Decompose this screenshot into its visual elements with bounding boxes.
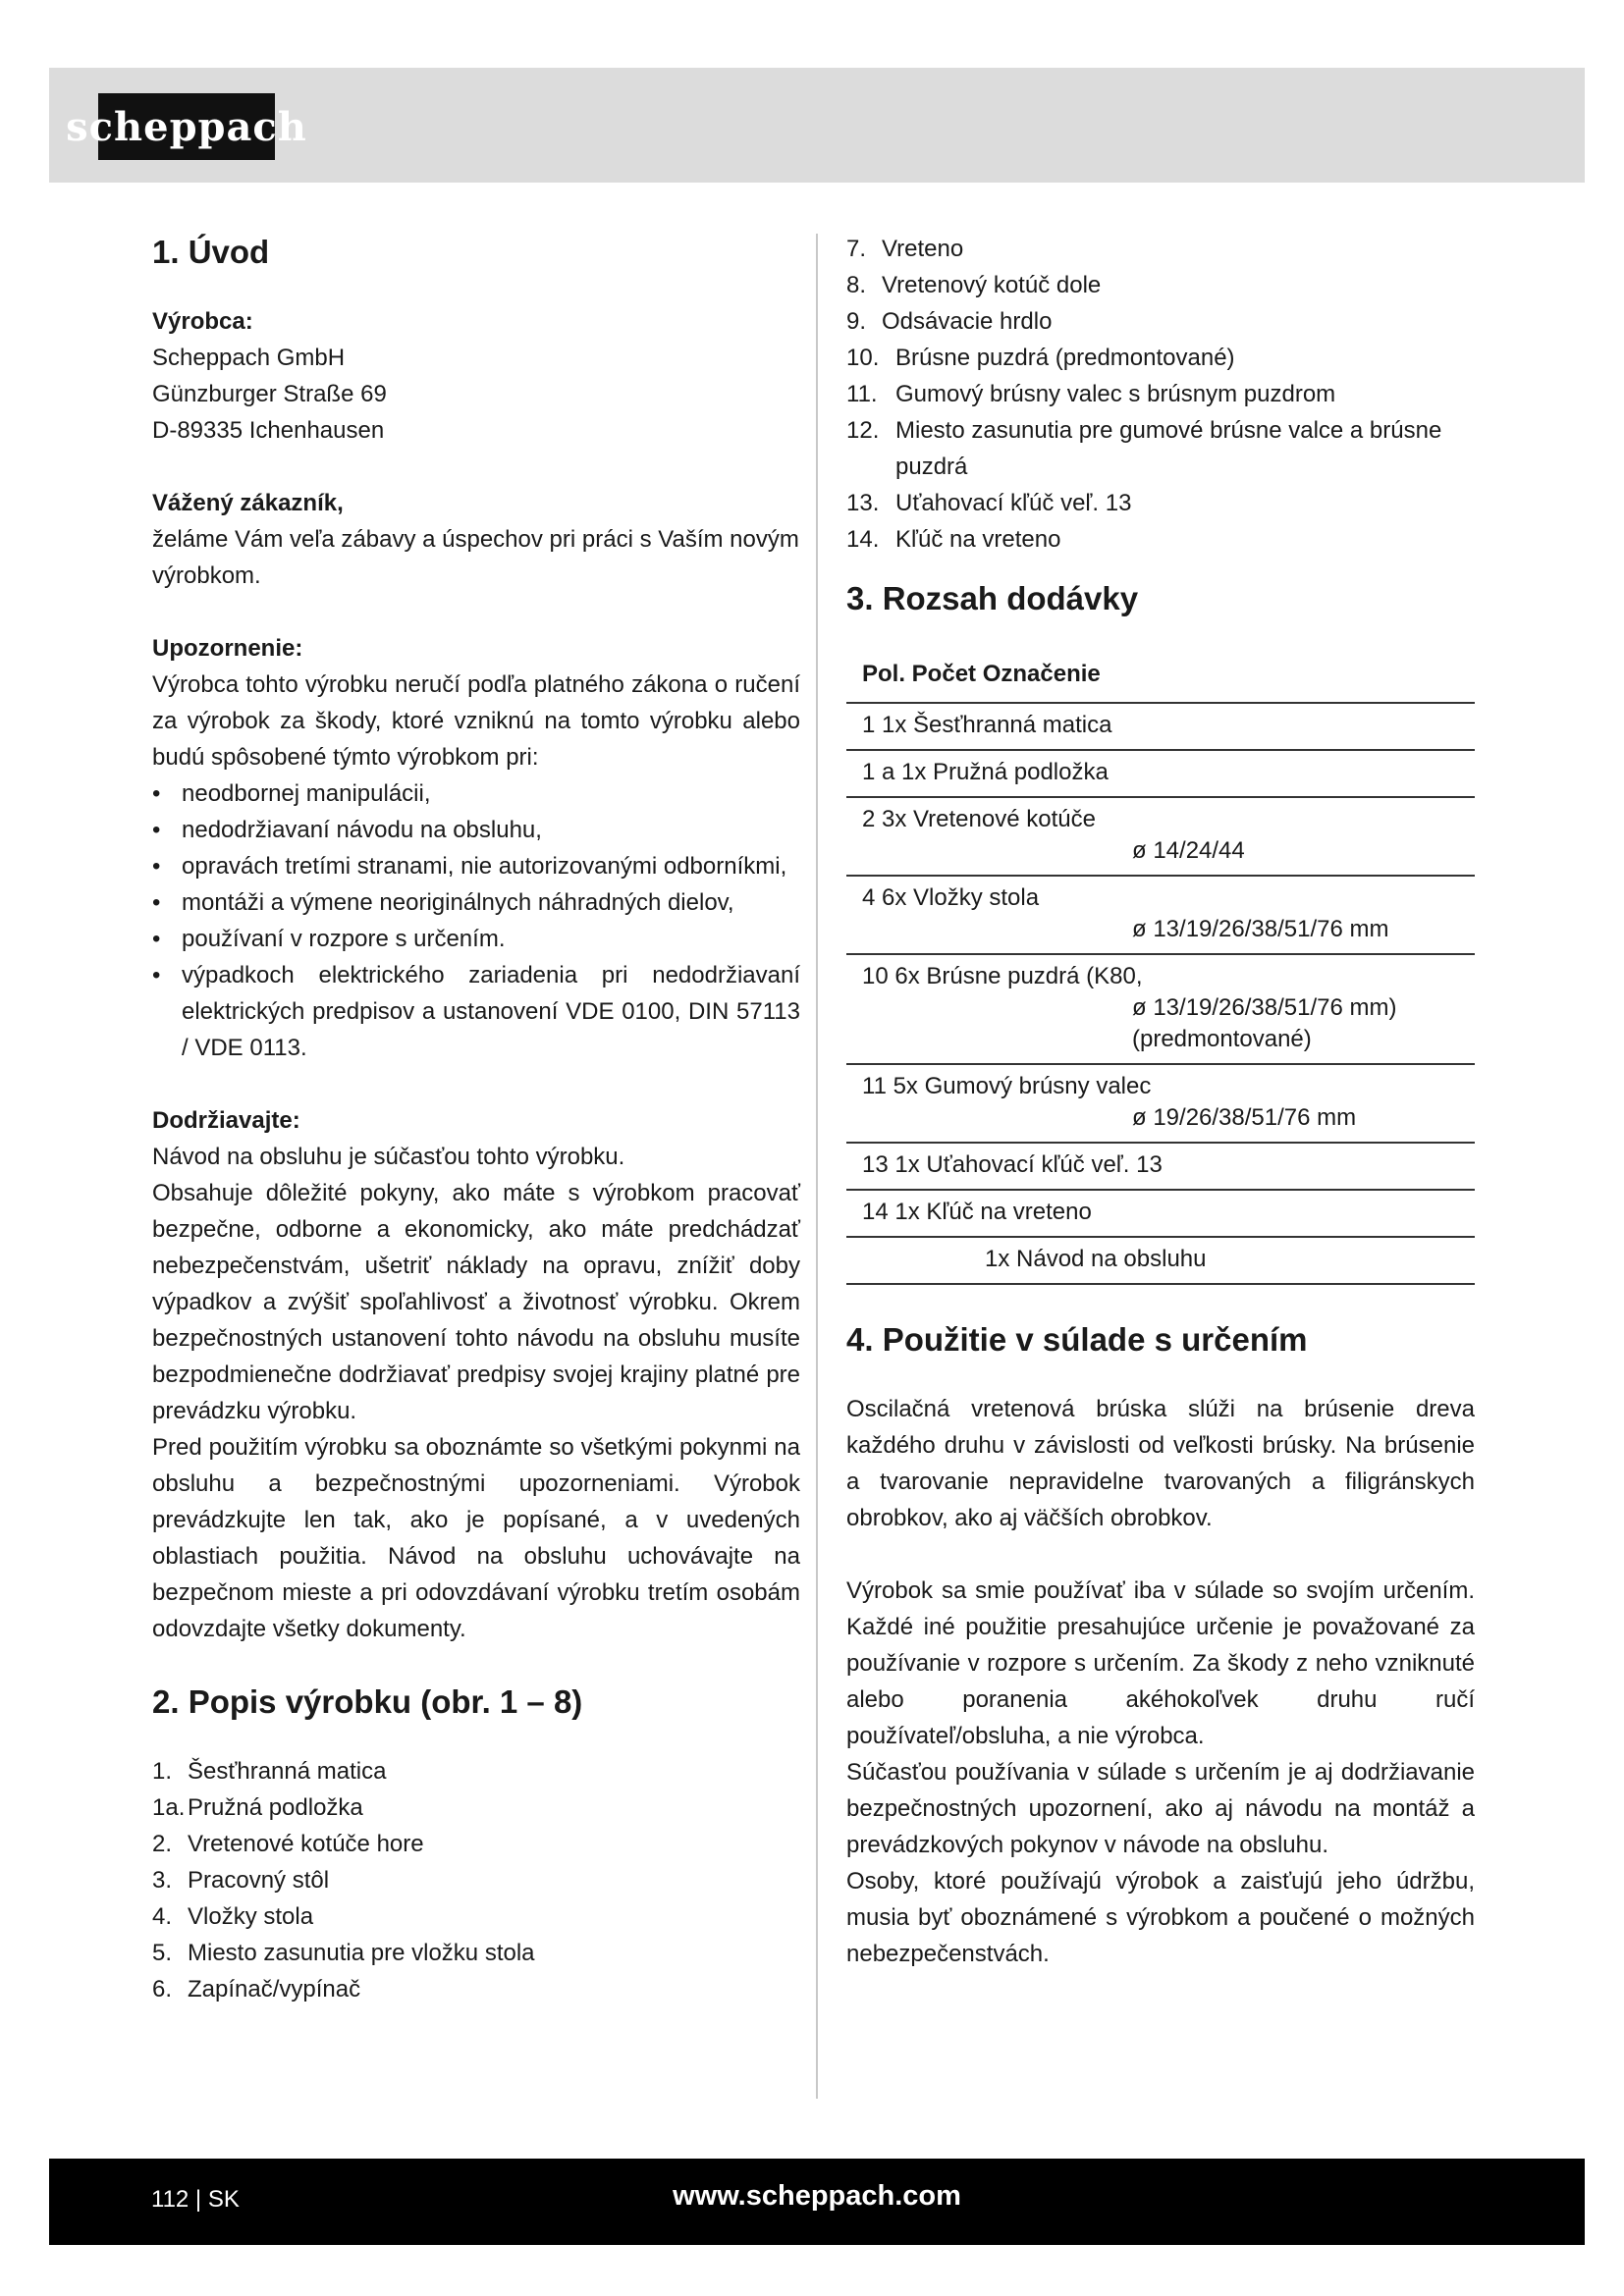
list-item: 4. Vložky stola xyxy=(152,1903,314,1930)
list-item: 3. Pracovný stôl xyxy=(152,1867,330,1894)
manufacturer-label: Výrobca: xyxy=(152,308,253,335)
section2-heading: 2. Popis výrobku (obr. 1 – 8) xyxy=(152,1683,583,1720)
customer-label: Vážený zákazník, xyxy=(152,490,344,516)
table-row: 14 1x Kľúč na vreteno xyxy=(846,1191,1475,1238)
list-item: 1. Šesťhranná matica xyxy=(152,1758,387,1785)
right-column xyxy=(846,231,1475,1972)
page-footer xyxy=(49,2159,1585,2245)
product-parts-list-cont xyxy=(846,231,1475,558)
website-link[interactable]: www.scheppach.com xyxy=(673,2180,961,2212)
list-item: • neodbornej manipulácii, xyxy=(152,775,800,812)
table-row: 4 6x Vložky stola ø 13/19/26/38/51/76 mm xyxy=(846,877,1475,955)
table-row: 2 3x Vretenové kotúče ø 14/24/44 xyxy=(846,798,1475,877)
section3-heading: 3. Rozsah dodávky xyxy=(846,580,1139,616)
list-item: 5. Miesto zasunutia pre vložku stola xyxy=(152,1940,535,1966)
list-item: 10. Brúsne puzdrá (predmontované) xyxy=(846,345,1235,371)
list-item: 8. Vretenový kotúč dole xyxy=(846,272,1102,298)
list-item: 11. Gumový brúsny valec s brúsnym puzdrom xyxy=(846,381,1336,407)
product-parts-list xyxy=(152,1753,800,2007)
page-number: 112 | SK xyxy=(151,2186,240,2213)
manufacturer-line: Günzburger Straße 69 xyxy=(152,381,387,407)
list-item: 14. Kľúč na vreteno xyxy=(846,526,1061,553)
usage-paragraph: Oscilačná vretenová brúska slúži na brúsenie dreva každého druhu v závislosti od veľkosti brúsky. Na brúsenie a tvarovanie nepravidelne tvarovaných a filigránskych obrobkov, ako aj väčších obrobkov. xyxy=(846,1396,1475,1531)
customer-text: želáme Vám veľa zábavy a úspechov pri práci s Vaším novým výrobkom. xyxy=(152,526,799,589)
list-item: 12. Miesto zasunutia pre gumové brúsne valce a brúsne puzdrá xyxy=(846,417,1442,480)
notice-bullet-list xyxy=(152,775,800,1066)
left-column xyxy=(152,231,800,2007)
scheppach-logo: scheppach xyxy=(98,93,275,160)
manufacturer-line: Scheppach GmbH xyxy=(152,345,346,371)
observe-paragraph: Obsahuje dôležité pokyny, ako máte s výrobkom pracovať bezpečne, odborne a ekonomicky, ako máte predchádzať nebezpečenstvám, ušetriť náklady na opravu, znížiť doby výpadkov a zvýšiť spoľahlivosť a životnosť výrobku. Okrem bezpečnostných ustanovení tohto návodu na obsluhu musíte bezpodmienečne dodržiavať predpisy svojej krajiny platné pre prevádzku výrobku. xyxy=(152,1180,800,1424)
table-row: 1 1x Šesťhranná matica xyxy=(846,704,1475,751)
usage-paragraph: Výrobok sa smie používať iba v súlade so svojím určením. Každé iné použitie presahujúce určenie je považované za používanie v rozpore s určením. Za škody z neho vzniknuté alebo poranenia akéhokoľvek druhu ručí používateľ/obsluha, a nie výrobca. xyxy=(846,1577,1475,1749)
table-row: 10 6x Brúsne puzdrá (K80, ø 13/19/26/38/51/76 mm) (predmontované) xyxy=(846,955,1475,1065)
list-item: • výpadkoch elektrického zariadenia pri nedodržiavaní elektrických predpisov a ustanovení VDE 0100, DIN 57113 / VDE 0113. xyxy=(152,957,800,1066)
list-item: 1a. Pružná podložka xyxy=(152,1794,363,1821)
manufacturer-line: D-89335 Ichenhausen xyxy=(152,417,385,444)
page-header xyxy=(49,68,1585,183)
list-item: • nedodržiavaní návodu na obsluhu, xyxy=(152,812,800,848)
notice-text: Výrobca tohto výrobku neručí podľa platného zákona o ručení za výrobok za škody, ktoré vzniknú na tomto výrobku alebo budú spôsobené týmto výrobkom pri: xyxy=(152,671,800,771)
section4-heading: 4. Použitie v súlade s určením xyxy=(846,1321,1308,1358)
delivery-table xyxy=(846,646,1475,1285)
list-item: 9. Odsávacie hrdlo xyxy=(846,308,1053,335)
column-divider xyxy=(816,234,818,2099)
list-item: 2. Vretenové kotúče hore xyxy=(152,1831,424,1857)
usage-paragraph: Osoby, ktoré používajú výrobok a zaisťujú jeho údržbu, musia byť oboznámené s výrobkom a poučené o možných nebezpečenstvách. xyxy=(846,1868,1475,1967)
table-row: 13 1x Uťahovací kľúč veľ. 13 xyxy=(846,1144,1475,1191)
list-item: • montáži a výmene neoriginálnych náhradných dielov, xyxy=(152,884,800,921)
notice-label: Upozornenie: xyxy=(152,635,303,662)
observe-paragraph: Pred použitím výrobku sa oboznámte so všetkými pokynmi na obsluhu a bezpečnostnými upozorneniami. Výrobok prevádzkujte len tak, ako je popísané, a v uvedených oblastiach použitia. Návod na obsluhu uchovávajte na bezpečnom mieste a pri odovzdávaní výrobku tretím osobám odovzdajte všetky dokumenty. xyxy=(152,1434,800,1642)
observe-paragraph: Návod na obsluhu je súčasťou tohto výrobku. xyxy=(152,1144,625,1170)
list-item: • používaní v rozpore s určením. xyxy=(152,921,800,957)
usage-paragraph: Súčasťou používania v súlade s určením je aj dodržiavanie bezpečnostných upozornení, ako aj návodu na montáž a prevádzkových pokynov v návode na obsluhu. xyxy=(846,1759,1475,1858)
section1-heading: 1. Úvod xyxy=(152,234,270,270)
table-row: 1x Návod na obsluhu xyxy=(846,1238,1475,1285)
list-item: • opravách tretími stranami, nie autorizovanými odborníkmi, xyxy=(152,848,800,884)
observe-label: Dodržiavajte: xyxy=(152,1107,300,1134)
table-row: 11 5x Gumový brúsny valec ø 19/26/38/51/76 mm xyxy=(846,1065,1475,1144)
list-item: 6. Zapínač/vypínač xyxy=(152,1976,361,2002)
list-item: 7. Vreteno xyxy=(846,236,964,262)
list-item: 13. Uťahovací kľúč veľ. 13 xyxy=(846,490,1132,516)
table-row: 1 a 1x Pružná podložka xyxy=(846,751,1475,798)
table-header: Pol. Počet Označenie xyxy=(846,646,1475,704)
